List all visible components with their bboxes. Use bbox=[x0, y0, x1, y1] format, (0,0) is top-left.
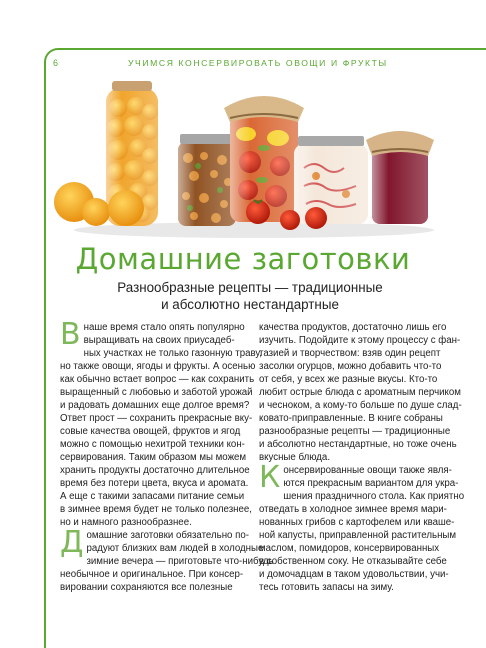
text-line: от себя, у всех же разные вкусы. Кто-то bbox=[259, 374, 438, 385]
text-line: ной капусты, приправленной растительным bbox=[259, 530, 457, 541]
text-line: но также овощи, ягоды и фрукты. А осенью bbox=[60, 361, 256, 372]
drop-cap: Д bbox=[60, 525, 84, 560]
text-line: как обычно встает вопрос — как сохранить bbox=[60, 374, 255, 385]
text-line: время без потери цвета, вкуса и аромата. bbox=[60, 478, 249, 489]
text-line: и домочадцам в таком удовольствии, учи- bbox=[259, 569, 449, 580]
text-column-left bbox=[60, 317, 274, 594]
text-line: качества продуктов, достаточно лишь его bbox=[259, 322, 447, 333]
text-line: сервирования. Таким образом мы можем bbox=[60, 452, 247, 463]
text-line: тазией и творчеством: взяв один рецепт bbox=[259, 348, 441, 359]
text-line: в собственном соку. Не отказывайте себе bbox=[259, 556, 447, 567]
text-line: А еще с такими запасами питание семьи bbox=[60, 491, 245, 502]
text-line: радуют близких вам людей в холодные bbox=[86, 543, 264, 554]
paragraph bbox=[60, 317, 262, 529]
drop-cap: В bbox=[60, 317, 81, 352]
text-line: ковато-приправленные. В книге собраны bbox=[259, 413, 443, 424]
text-line: хранить продукты достаточно длительное bbox=[60, 465, 250, 476]
text-line: необычное и оригинальное. При консер- bbox=[60, 569, 244, 580]
drop-cap: К bbox=[259, 460, 281, 495]
text-line: вкусные блюда. bbox=[259, 452, 331, 463]
text-line: Ответ прост — сохранить прекрасные вку- bbox=[60, 413, 253, 424]
text-line: разнообразные рецепты — традиционные bbox=[259, 426, 451, 437]
text-line: отведать в холодное зимнее время мари- bbox=[259, 504, 447, 515]
subtitle bbox=[80, 279, 420, 313]
text-line: можно с помощью нехитрой техники кон- bbox=[60, 439, 245, 450]
paragraph bbox=[259, 460, 465, 594]
text-line: засолки огурцов, можно добавить что-то bbox=[259, 361, 442, 372]
text-line: любит острые блюда с ароматным перчиком bbox=[259, 387, 461, 398]
paragraph bbox=[60, 525, 274, 594]
text-line: зимние вечера — приготовьте что-нибудь bbox=[86, 556, 274, 567]
text-line: ются прекрасным вариантом для укра- bbox=[283, 478, 459, 489]
text-line: наше время стало опять популярно bbox=[83, 322, 245, 333]
text-line: тесь готовить запасы на зиму. bbox=[259, 582, 394, 593]
text-line: и абсолютно нестандартные, но тоже очень bbox=[259, 439, 457, 450]
text-line: выращивать на своих приусадеб- bbox=[83, 335, 235, 346]
text-line: ных участках не только газонную траву, bbox=[83, 348, 262, 359]
text-column-right bbox=[259, 321, 465, 594]
text-line: изучить. Подойдите к этому процессу с фан- bbox=[259, 335, 461, 346]
text-line: и чесноком, а кому-то больше по душе слад- bbox=[259, 400, 462, 411]
page-number: 6 bbox=[53, 58, 59, 68]
text-line: маслом, помидоров, консервированных bbox=[259, 543, 440, 554]
paragraph bbox=[259, 321, 462, 464]
text-line: выращенный с любовью и заботой урожай bbox=[60, 387, 253, 398]
subtitle-line: и абсолютно нестандартные bbox=[161, 297, 339, 312]
text-line: вировании сохраняются все полезные bbox=[60, 582, 233, 593]
text-line: совые качества овощей, фруктов и ягод bbox=[60, 426, 241, 437]
preserves-jars-photo bbox=[54, 78, 444, 240]
text-line: шения праздничного стола. Как приятно bbox=[283, 491, 465, 502]
page-title: Домашние заготовки bbox=[75, 242, 411, 276]
text-line: нованных грибов с картофелем или кваше- bbox=[259, 517, 455, 528]
text-line: и радовать домашних еще долгое время? bbox=[60, 400, 250, 411]
text-line: но и намного разнообразнее. bbox=[60, 517, 192, 528]
text-line: в зимнее время будет не только полезнее, bbox=[60, 504, 252, 515]
subtitle-line: Разнообразные рецепты — традиционные bbox=[117, 280, 383, 295]
text-line: омашние заготовки обязательно по- bbox=[86, 530, 249, 541]
text-line: онсервированные овощи также явля- bbox=[283, 465, 452, 476]
running-head: УЧИМСЯ КОНСЕРВИРОВАТЬ ОВОЩИ И ФРУКТЫ bbox=[128, 58, 388, 68]
